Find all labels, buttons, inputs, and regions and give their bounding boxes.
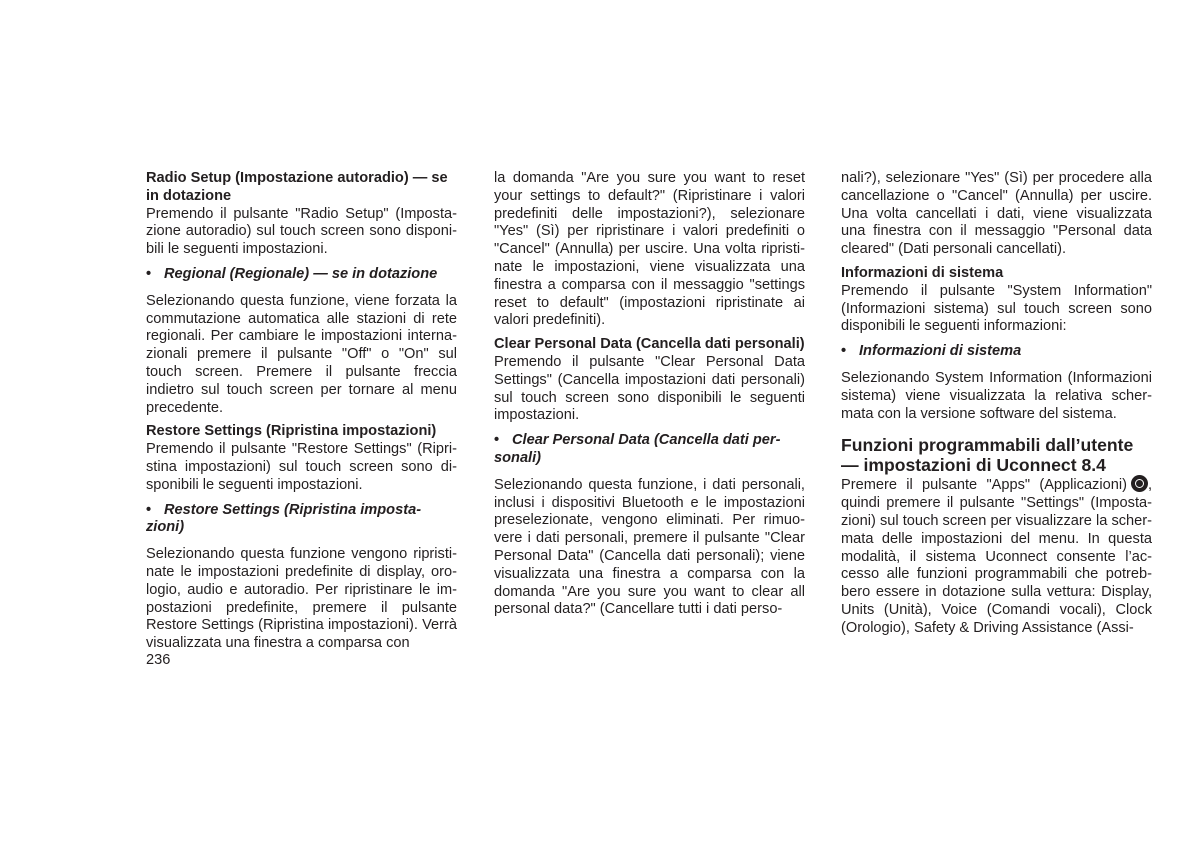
paragraph: Premendo il pulsante "Restore Settings" (Ripri-stina impostazioni) sul touch screen sono di-sponibili le seguenti impostazioni. (146, 441, 457, 493)
heading-radio-setup: Radio Setup (Impostazione autoradio) — se in dotazione (146, 170, 448, 204)
bullet-clear-personal-data: • Clear Personal Data (Cancella dati per-sonali) (494, 432, 805, 468)
apps-text-a: Premere il pulsante "Apps" (Applicazioni) (841, 477, 1127, 494)
apps-text-b: , quindi premere il pulsante "Settings" (Imposta-zioni) sul touch screen per visualizzare la scher-mata delle impostazioni del menu. In questa modalità, il sistema Uconnect consente l’ac-cesso alle funzioni programmabili che potreb-bero essere in dotazione sulla vettura: Display, Units (Unità), Voice (Comandi vocali), Clock (Orologio), Safety & Driving Assistance (Assi- (841, 477, 1152, 636)
paragraph: Selezionando questa funzione, viene forzata la commutazione automatica alle stazioni di rete regionali. Per cambiare le impostazioni interna-zionali premere il pulsante "Off" o "On" sul touch screen. Premere il pulsante freccia indietro sul touch screen per tornare al menu precedente. (146, 292, 457, 416)
heading-restore-settings: Restore Settings (Ripristina impostazioni) (146, 423, 437, 440)
paragraph-apps (841, 475, 1152, 637)
heading-clear-personal-data: Clear Personal Data (Cancella dati personali) (494, 336, 805, 353)
bullet-system-info: • Informazioni di sistema (841, 343, 1152, 361)
column-3 (841, 170, 1152, 638)
paragraph: Selezionando questa funzione, i dati personali, inclusi i dispositivi Bluetooth e le impostazioni preselezionate, vengono eliminati. Per rimuo-vere i dati personali, premere il pulsante "Clear Personal Data" (Cancella dati personali); viene visualizzata una finestra a comparsa con la domanda "Are you sure you want to clear all personal data?" (Cancellare tutti i dati perso- (494, 476, 805, 618)
paragraph: Selezionando System Information (Informazioni sistema) viene visualizzata la relativa scher-mata con la versione software del sistema. (841, 369, 1152, 422)
paragraph: Premendo il pulsante "Radio Setup" (Imposta-zione autoradio) sul touch screen sono disponi-bili le seguenti impostazioni. (146, 205, 457, 258)
paragraph: la domanda "Are you sure you want to reset your settings to default?" (Ripristinare i valori predefiniti delle impostazioni?), selezionare "Yes" (Sì) per ripristinare i valori predefiniti o "Cancel" (Annulla) per uscire. Una volta ripristi-nate le impostazioni, viene visualizzata una finestra a comparsa con il messaggio "settings reset to default" (impostazioni ripristinate ai valori predefiniti). (494, 170, 805, 329)
paragraph: Selezionando questa funzione vengono ripristi-nate le impostazioni predefinite di display, oro-logio, audio e autoradio. Per ripristinare le im-postazioni predefinite, premere il pulsante Restore Settings (Ripristina impostazioni). Verrà visualizzata una finestra a comparsa con (146, 546, 457, 652)
column-1 (146, 170, 457, 653)
bullet-regional: • Regional (Regionale) — se in dotazione (146, 266, 457, 284)
paragraph: Premendo il pulsante "System Information" (Informazioni sistema) sul touch screen sono disponibili le seguenti informazioni: (841, 282, 1152, 335)
column-2 (494, 170, 805, 619)
heading-system-info: Informazioni di sistema (841, 264, 1004, 281)
paragraph: nali?), selezionare "Yes" (Sì) per procedere alla cancellazione o "Cancel" (Annulla) per uscire. Una volta cancellati i dati, viene visualizzata una finestra con il messaggio "Personal data cleared" (Dati personali cancellati). (841, 170, 1152, 258)
apps-icon (1131, 475, 1148, 492)
section-title: Funzioni programmabili dall’utente — impostazioni di Uconnect 8.4 (841, 435, 1134, 476)
paragraph: Premendo il pulsante "Clear Personal Data Settings" (Cancella impostazioni dati personali) sul touch screen sono disponibili le seguenti impostazioni. (494, 353, 805, 424)
page-number: 236 (146, 652, 171, 668)
bullet-restore-settings: • Restore Settings (Ripristina imposta-zioni) (146, 502, 457, 538)
